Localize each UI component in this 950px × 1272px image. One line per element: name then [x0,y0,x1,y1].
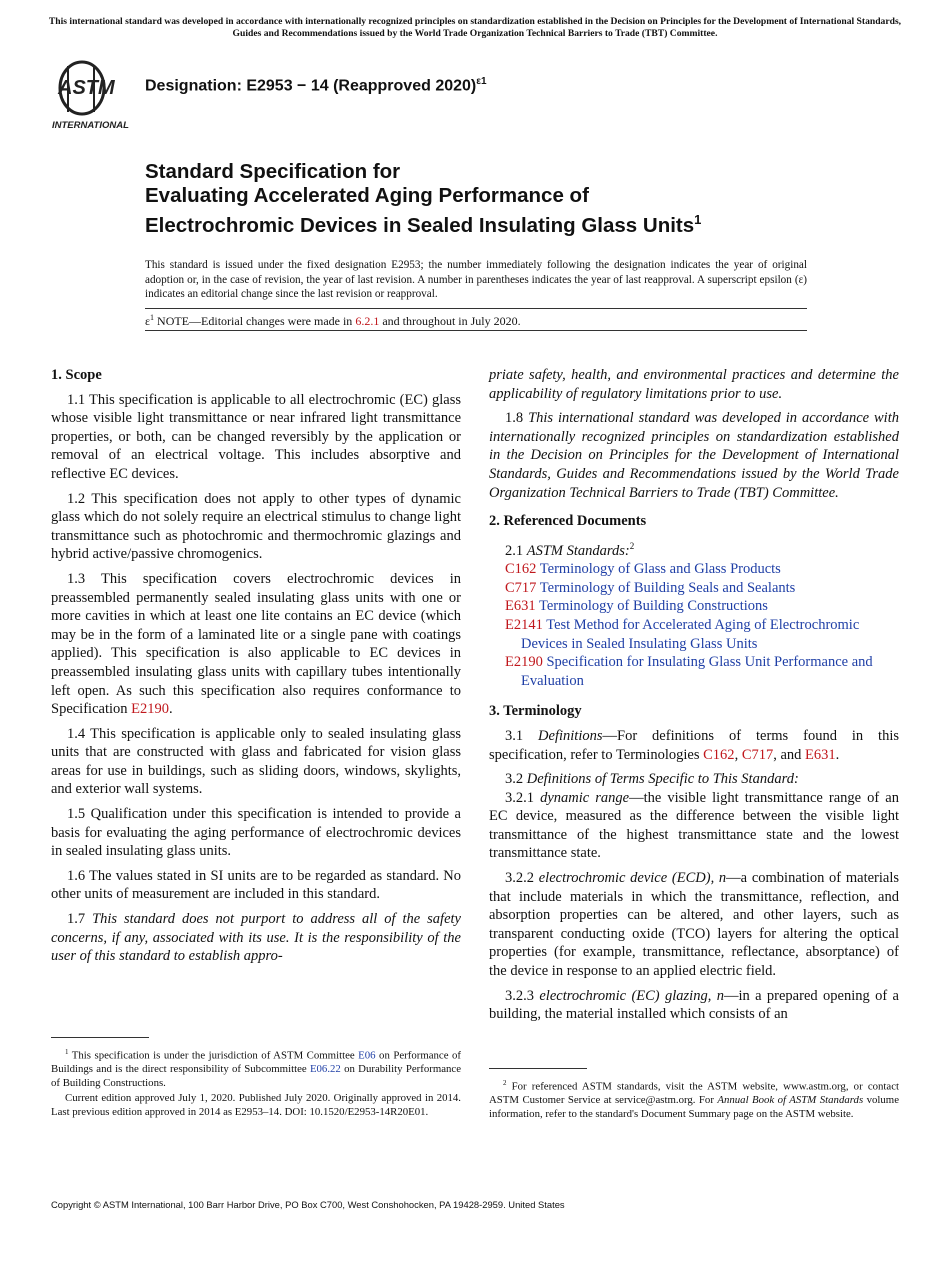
divider-top [145,308,807,309]
scope-p2: 1.2 This specification does not apply to other types of dynamic glass which do not solely require an electrical stimulus to change light transmittance such as photochromic and thermochromic glazings and hybrid active/passive chromogenics. [51,490,461,563]
ref-sub-num: 2.1 [505,542,527,559]
term-p322 [489,869,899,981]
fn2-b: volume information, refer to the standard's Document Summary page on the ASTM website. [489,1094,899,1120]
terminology-heading: 3. Terminology [489,703,582,720]
reference-item [505,560,899,579]
link-e06-22[interactable]: E06.22 [309,1063,341,1076]
title-line3: Electrochromic Devices in Sealed Insulating Glass Units [145,213,695,237]
scope-p8 [489,409,899,502]
logo-text: INTERNATIONAL [52,120,129,131]
link-c162[interactable]: C162 [703,746,735,763]
fn1-sup: 1 [65,1048,69,1056]
page-title [145,160,845,238]
link-e06[interactable]: E06 [358,1049,376,1062]
link-e631[interactable]: E631 [805,746,836,763]
reference-list [489,560,899,690]
note-eps: ε [145,314,151,328]
reference-code-link[interactable]: E631 [505,598,536,615]
title-line1: Standard Specification for [145,160,401,183]
reference-code-link[interactable]: E2141 [505,616,543,633]
p31-text: —For definitions of terms found in this specification, refer to Terminologies [489,727,900,763]
p323-num: 3.2.3 [505,987,540,1004]
scope-p3-end: . [169,701,173,718]
reference-title-link[interactable]: Terminology of Building Seals and Sealants [539,579,796,596]
reference-title-link[interactable]: Specification for Insulating Glass Unit Performance and Evaluation [521,654,873,689]
scope-p8-italic: This international standard was developed in accordance with internationally recognized principles on standardization established in the Decision on Principles for the Development of International Standards, Guides and Recommendations issued by the World Trade Organization Technical Barriers to Trade (TBT) Committee. [489,410,899,501]
ref-sub-sup: 2 [629,540,635,551]
footnote-1-p1 [51,1046,461,1090]
astm-logo-icon [52,58,136,134]
term-p31 [489,727,899,764]
editorial-note [145,313,521,329]
footnote-1-p2: Current edition approved July 1, 2020. Published July 2020. Originally approved in 2014. Last previous edition approved in 2014 as E2953–14. DOI: 10.1520/E2953-14R20E01. [51,1092,461,1118]
title-sup: 1 [694,212,702,227]
p31-italic: Definitions [538,727,603,744]
scope-p7-cont [489,366,899,403]
left-column [51,366,461,972]
p322-term: electrochromic device (ECD), n [538,870,727,887]
link-e2190[interactable]: E2190 [131,701,169,718]
footnote-rule-right [489,1068,587,1069]
scope-p1: 1.1 This specification is applicable to all electrochromic (EC) glass whose visible light transmittance or near infrared light transmittance properties, or both, can be changed reversibly by the application or removal of an electrical voltage. This includes absorptive and reflective EC devices. [51,391,461,482]
designation-label: Designation: E2953 − 14 (Reapproved 2020) [145,77,477,95]
scope-p7 [51,910,461,966]
designation-sup: ε1 [476,76,487,87]
fn2-sup: 2 [503,1079,507,1087]
copyright: Copyright © ASTM International, 100 Barr Harbor Drive, PO Box C700, West Conshohocken, PA 19428-2959. United States [51,1199,565,1210]
term-p321 [489,789,899,863]
reference-item [505,579,899,598]
term-p32 [489,770,899,789]
title-line2: Evaluating Accelerated Aging Performance of [145,184,589,207]
link-c717[interactable]: C717 [741,746,774,763]
scope-heading: 1. Scope [51,367,102,383]
note-text-end: and throughout in July 2020. [379,314,521,328]
fn2-a: For referenced ASTM standards, visit the ASTM website, www.astm.org, or contact ASTM Customer Service at service@astm.org. For [489,1080,899,1107]
footnote-rule-left [51,1037,149,1038]
designation [145,76,487,95]
p32-num: 3.2 [505,771,527,788]
scope-p4: 1.4 This specification is applicable only to sealed insulating glass units that are constructed with glass and fabricated for vision glass areas for use in buildings, such as sliding doors, windows, skylights, and exterior wall systems. [51,725,461,798]
p321-num: 3.2.1 [505,789,541,806]
p321-text: —the visible light transmittance range of an EC device, measured as the difference between the visible light transmittance of the highest transmittance state and the lowest transmittance state. [489,789,899,862]
scope-p8-num: 1.8 [505,410,529,427]
scope-p5: 1.5 Qualification under this specification is intended to provide a basis for evaluating the aging performance of electrochromic devices in sealed insulating glass units. [51,806,461,860]
reference-code-link[interactable]: C717 [505,579,537,596]
p322-num: 3.2.2 [505,870,539,887]
reference-title-link[interactable]: Test Method for Accelerated Aging of Electrochromic Devices in Sealed Insulating Glass Units [521,616,860,652]
p31-sep2: , and [773,746,806,763]
fn1-b: on Performance of Buildings and is the direct responsibility of Subcommittee [51,1049,461,1076]
reference-code-link[interactable]: C162 [505,561,537,578]
p323-term: electrochromic (EC) glazing, n [539,987,724,1004]
scope-p3-text: 1.3 This specification covers electrochromic devices in preassembled permanently sealed insulating glass units with one or more cavities in which at least one lite contains an EC device (which may be in the form of a laminated lite or a single pane with coatings applied). This specification is also applicable to EC devices in preassembled insulating glass units with capillary tubes intentionally left open. As such this specification also requires conformance to Specification [51,570,461,718]
ref-sub-italic: ASTM Standards: [526,542,630,559]
reference-item [505,616,899,653]
svg-text:ASTM: ASTM [58,77,115,99]
reference-code-link[interactable]: E2190 [505,654,543,671]
right-column [489,366,899,1030]
reference-title-link[interactable]: Terminology of Building Constructions [538,598,768,615]
fn1-c: on Durability Performance of Building Constructions. [51,1063,461,1089]
scope-p3 [51,570,461,719]
p32-italic: Definitions of Terms Specific to This Standard: [526,771,799,788]
scope-p7-num: 1.7 [67,911,93,928]
reference-title-link[interactable]: Terminology of Glass and Glass Products [539,561,781,578]
issued-text: This standard is issued under the fixed designation E2953; the number immediately following the designation indicates the year of original adoption or, in the case of revision, the year of last revision. A number in parentheses indicates the year of last reapproval. A superscript epsilon (ε) indicates an editorial change since the last revision or reapproval. [145,259,807,300]
footnote-2-p1 [489,1077,899,1121]
top-notice: This international standard was developed in accordance with internationally recognized principles on standardization established in the Decision on Principles for the Development of International Standards, Guides and Recommendations issued by the World Trade Organization Technical Barriers to Trade (TBT) Committee. [48,16,902,39]
footnote-1 [51,1046,461,1122]
p323-text: —in a prepared opening of a building, the material installed which consists of an [489,987,899,1023]
p321-term: dynamic range [540,789,630,806]
link-6-2-1[interactable]: 6.2.1 [355,314,380,328]
fn2-italic: Annual Book of ASTM Standards [717,1094,864,1107]
divider-bottom [145,330,807,331]
reference-item [505,653,899,690]
term-p323 [489,987,899,1024]
p31-sep1: , [734,746,742,763]
p31-end: . [835,746,840,763]
fn1-a: This specification is under the jurisdiction of ASTM Committee [68,1049,359,1062]
references-heading: 2. Referenced Documents [489,513,647,530]
note-text: NOTE—Editorial changes were made in [154,314,356,328]
scope-p6: 1.6 The values stated in SI units are to be regarded as standard. No other units of measurement are included in this standard. [51,867,461,903]
reference-item [505,597,899,616]
scope-p7-cont-italic: priate safety, health, and environmental practices and determine the applicability of regulatory limitations prior to use. [489,367,899,402]
p31-num: 3.1 [505,727,539,744]
scope-p7-italic: This standard does not purport to address all of the safety concerns, if any, associated with its use. It is the responsibility of the user of this standard to establish appro- [51,911,461,965]
footnote-2 [489,1077,899,1123]
references-sub [489,537,899,560]
p322-text: —a combination of materials that include materials in which the transmittance, reflection, and absorption properties can be altered, and other layers, such as transparent conducting oxide (TCO) layers for altering the optical properties (for example, transmittance, reflectance, absorptance) of the device in response to an applied electric field. [489,870,899,980]
note-sup: 1 [150,313,155,322]
astm-logo [52,58,136,134]
